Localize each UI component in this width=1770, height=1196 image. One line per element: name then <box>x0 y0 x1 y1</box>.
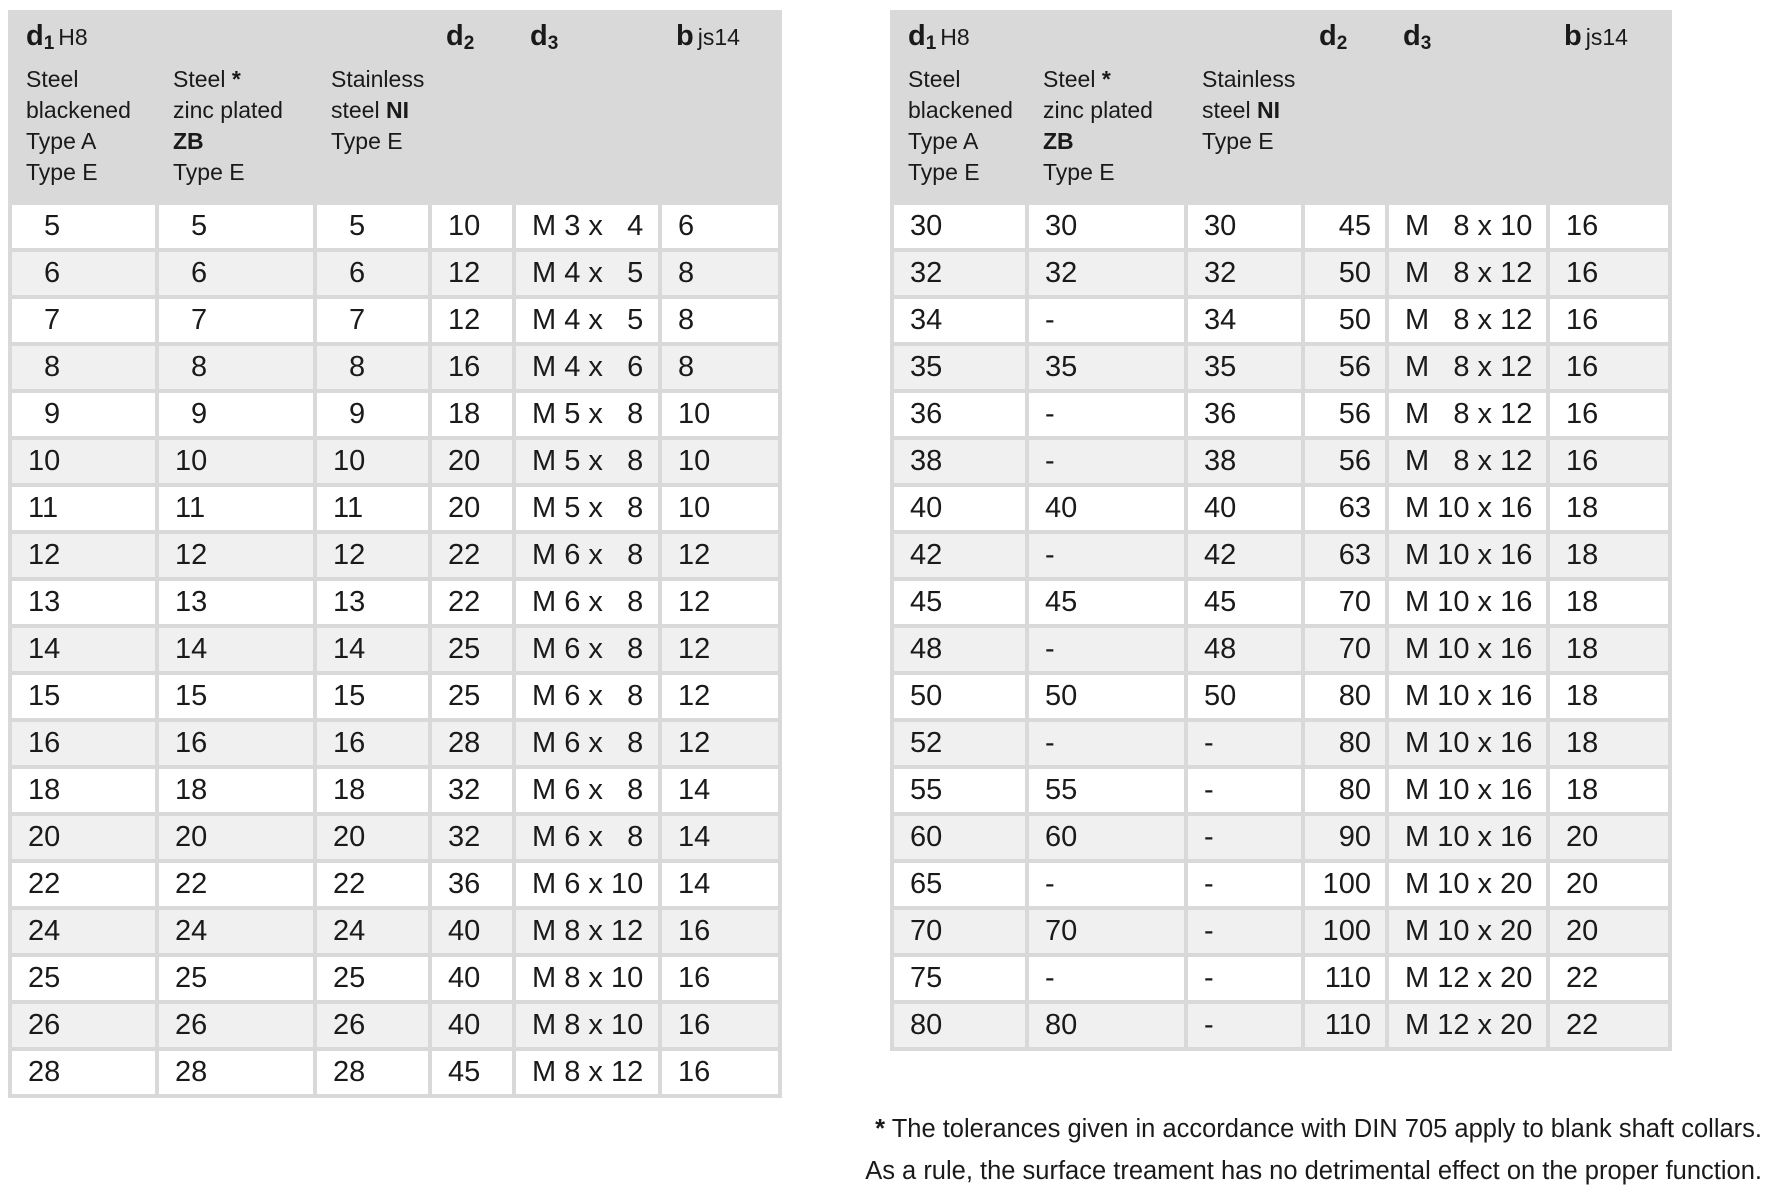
table-row <box>12 628 778 671</box>
cell-d1-steel-zinc-plated: 35 <box>1029 346 1184 389</box>
cell-d2: 40 <box>432 910 512 953</box>
cell-d2: 45 <box>432 1051 512 1094</box>
cell-b: 8 <box>662 299 778 342</box>
cell-d2: 90 <box>1305 816 1385 859</box>
cell-d1-stainless-steel: 18 <box>317 769 428 812</box>
table-row <box>12 205 778 248</box>
cell-d1-steel-zinc-plated: 18 <box>159 769 313 812</box>
table-row <box>12 487 778 530</box>
cell-d1-steel-zinc-plated: - <box>1029 440 1184 483</box>
cell-d1-steel-zinc-plated: 50 <box>1029 675 1184 718</box>
cell-d1-steel-blackened: 34 <box>894 299 1025 342</box>
cell-d2: 56 <box>1305 393 1385 436</box>
table-row <box>12 299 778 342</box>
cell-d1-steel-zinc-plated: - <box>1029 534 1184 577</box>
cell-d1-steel-zinc-plated: 16 <box>159 722 313 765</box>
cell-b: 16 <box>1550 252 1668 295</box>
cell-d1-steel-zinc-plated: 14 <box>159 628 313 671</box>
cell-d1-steel-zinc-plated: 28 <box>159 1051 313 1094</box>
cell-d1-stainless-steel: - <box>1188 863 1301 906</box>
footnotes <box>865 1108 1762 1192</box>
cell-d2: 12 <box>432 299 512 342</box>
cell-b: 16 <box>662 957 778 1000</box>
cell-d1-steel-zinc-plated: 10 <box>159 440 313 483</box>
cell-d3: M 10 x 16 <box>1389 675 1546 718</box>
cell-d2: 40 <box>432 957 512 1000</box>
cell-b: 12 <box>662 722 778 765</box>
cell-d1-stainless-steel: 45 <box>1188 581 1301 624</box>
table-row <box>12 863 778 906</box>
cell-d1-steel-zinc-plated: 13 <box>159 581 313 624</box>
cell-d2: 56 <box>1305 346 1385 389</box>
cell-b: 18 <box>1550 675 1668 718</box>
cell-d1-steel-zinc-plated: - <box>1029 722 1184 765</box>
cell-d1-steel-zinc-plated: 8 <box>159 346 313 389</box>
cell-d3: M 8 x 12 <box>516 910 658 953</box>
cell-d2: 56 <box>1305 440 1385 483</box>
header-d2: $d_2$ <box>432 14 512 201</box>
footnote-surface-treatment: As a rule, the surface treament has no detrimental effect on the proper function. <box>865 1157 1762 1185</box>
cell-b: 10 <box>662 487 778 530</box>
cell-d1-steel-blackened: 28 <box>12 1051 155 1094</box>
cell-d3: M 6 x 8 <box>516 816 658 859</box>
cell-d2: 25 <box>432 675 512 718</box>
cell-b: 16 <box>662 1004 778 1047</box>
cell-b: 10 <box>662 440 778 483</box>
cell-d1-steel-zinc-plated: 7 <box>159 299 313 342</box>
cell-d1-steel-blackened: 42 <box>894 534 1025 577</box>
cell-b: 16 <box>1550 393 1668 436</box>
cell-d1-steel-blackened: 35 <box>894 346 1025 389</box>
table-row <box>12 722 778 765</box>
cell-d3: M 10 x 20 <box>1389 910 1546 953</box>
cell-d1-steel-zinc-plated: 24 <box>159 910 313 953</box>
table-row <box>12 581 778 624</box>
cell-d1-steel-zinc-plated: 45 <box>1029 581 1184 624</box>
cell-d3: M 6 x 8 <box>516 675 658 718</box>
table-row <box>894 863 1668 906</box>
cell-b: 18 <box>1550 628 1668 671</box>
cell-b: 14 <box>662 863 778 906</box>
cell-d3: M 8 x 10 <box>516 957 658 1000</box>
cell-d1-steel-zinc-plated: 9 <box>159 393 313 436</box>
cell-d3: M 5 x 8 <box>516 440 658 483</box>
cell-d1-stainless-steel: 11 <box>317 487 428 530</box>
cell-d1-steel-blackened: 18 <box>12 769 155 812</box>
cell-d2: 80 <box>1305 675 1385 718</box>
cell-d2: 70 <box>1305 628 1385 671</box>
cell-d1-steel-zinc-plated: 22 <box>159 863 313 906</box>
cell-d1-stainless-steel: 35 <box>1188 346 1301 389</box>
cell-d1-steel-zinc-plated: 5 <box>159 205 313 248</box>
cell-d2: 110 <box>1305 1004 1385 1047</box>
cell-d3: M 10 x 16 <box>1389 769 1546 812</box>
cell-d1-stainless-steel: - <box>1188 910 1301 953</box>
cell-d1-steel-zinc-plated: 70 <box>1029 910 1184 953</box>
cell-b: 14 <box>662 816 778 859</box>
cell-d3: M 6 x 8 <box>516 722 658 765</box>
cell-b: 12 <box>662 534 778 577</box>
footnote-tolerances: * The tolerances given in accordance with DIN 705 apply to blank shaft collars. <box>875 1115 1762 1143</box>
cell-d1-stainless-steel: 12 <box>317 534 428 577</box>
table-row <box>894 675 1668 718</box>
cell-d3: M 10 x 16 <box>1389 487 1546 530</box>
table-row <box>894 252 1668 295</box>
cell-d1-stainless-steel: 30 <box>1188 205 1301 248</box>
header-b: b js14 <box>662 14 778 201</box>
cell-d2: 20 <box>432 440 512 483</box>
cell-d1-steel-blackened: 8 <box>12 346 155 389</box>
cell-d3: M 10 x 16 <box>1389 581 1546 624</box>
dimensions-table-right <box>890 10 1672 1051</box>
cell-d3: M 6 x 8 <box>516 534 658 577</box>
cell-d1-steel-zinc-plated: 60 <box>1029 816 1184 859</box>
table-row <box>894 722 1668 765</box>
cell-d1-stainless-steel: 36 <box>1188 393 1301 436</box>
table-row <box>894 769 1668 812</box>
cell-d1-steel-blackened: 10 <box>12 440 155 483</box>
cell-d1-steel-blackened: 20 <box>12 816 155 859</box>
cell-b: 12 <box>662 675 778 718</box>
cell-d1-steel-zinc-plated: - <box>1029 957 1184 1000</box>
cell-d1-stainless-steel: 34 <box>1188 299 1301 342</box>
cell-d3: M 8 x 12 <box>1389 299 1546 342</box>
cell-d1-steel-blackened: 13 <box>12 581 155 624</box>
cell-d3: M 8 x 12 <box>1389 440 1546 483</box>
table-row <box>894 205 1668 248</box>
header-d1: $d_1$ H8 <box>12 14 428 58</box>
header-d2: $d_2$ <box>1305 14 1385 201</box>
table-row <box>12 346 778 389</box>
cell-d1-steel-blackened: 65 <box>894 863 1025 906</box>
cell-d3: M 10 x 16 <box>1389 816 1546 859</box>
cell-d2: 50 <box>1305 252 1385 295</box>
cell-d1-steel-zinc-plated: 15 <box>159 675 313 718</box>
cell-d3: M 8 x 12 <box>1389 346 1546 389</box>
cell-b: 22 <box>1550 1004 1668 1047</box>
header-steel-blackened: Steel blackened Type A Type E <box>12 62 155 201</box>
cell-d1-steel-blackened: 60 <box>894 816 1025 859</box>
cell-d1-stainless-steel: 42 <box>1188 534 1301 577</box>
cell-d1-stainless-steel: 24 <box>317 910 428 953</box>
cell-b: 14 <box>662 769 778 812</box>
cell-d3: M 3 x 4 <box>516 205 658 248</box>
cell-b: 16 <box>1550 440 1668 483</box>
cell-b: 16 <box>1550 205 1668 248</box>
cell-d1-steel-zinc-plated: 40 <box>1029 487 1184 530</box>
cell-d2: 63 <box>1305 487 1385 530</box>
cell-d2: 36 <box>432 863 512 906</box>
cell-d1-stainless-steel: 16 <box>317 722 428 765</box>
cell-d1-steel-zinc-plated: 25 <box>159 957 313 1000</box>
table-row <box>12 957 778 1000</box>
cell-d2: 12 <box>432 252 512 295</box>
table-row <box>12 816 778 859</box>
cell-d3: M 12 x 20 <box>1389 1004 1546 1047</box>
cell-d1-steel-zinc-plated: - <box>1029 299 1184 342</box>
cell-d2: 22 <box>432 581 512 624</box>
cell-d1-stainless-steel: 14 <box>317 628 428 671</box>
cell-d1-steel-zinc-plated: - <box>1029 393 1184 436</box>
cell-d3: M 10 x 20 <box>1389 863 1546 906</box>
cell-d1-stainless-steel: 9 <box>317 393 428 436</box>
table-row <box>894 1004 1668 1047</box>
cell-d1-steel-blackened: 22 <box>12 863 155 906</box>
cell-d1-stainless-steel: 38 <box>1188 440 1301 483</box>
cell-d1-stainless-steel: 28 <box>317 1051 428 1094</box>
cell-d1-steel-blackened: 11 <box>12 487 155 530</box>
cell-d3: M 10 x 16 <box>1389 628 1546 671</box>
cell-d2: 50 <box>1305 299 1385 342</box>
cell-d1-steel-blackened: 15 <box>12 675 155 718</box>
cell-b: 20 <box>1550 863 1668 906</box>
table-row <box>12 910 778 953</box>
cell-d2: 16 <box>432 346 512 389</box>
table-row <box>894 346 1668 389</box>
cell-d2: 80 <box>1305 769 1385 812</box>
cell-d2: 28 <box>432 722 512 765</box>
table-row <box>12 440 778 483</box>
cell-d1-steel-blackened: 25 <box>12 957 155 1000</box>
cell-d1-steel-blackened: 70 <box>894 910 1025 953</box>
header-d3: $d_3$ <box>1389 14 1546 201</box>
cell-d1-steel-zinc-plated: 11 <box>159 487 313 530</box>
cell-d1-steel-blackened: 50 <box>894 675 1025 718</box>
cell-d1-steel-blackened: 36 <box>894 393 1025 436</box>
cell-d2: 32 <box>432 816 512 859</box>
cell-d1-steel-zinc-plated: 55 <box>1029 769 1184 812</box>
cell-b: 18 <box>1550 534 1668 577</box>
cell-d3: M 12 x 20 <box>1389 957 1546 1000</box>
header-d1: $d_1$ H8 <box>894 14 1301 58</box>
cell-b: 8 <box>662 252 778 295</box>
cell-d3: M 10 x 16 <box>1389 534 1546 577</box>
cell-b: 10 <box>662 393 778 436</box>
cell-d2: 100 <box>1305 910 1385 953</box>
table-row <box>894 816 1668 859</box>
table-row <box>894 534 1668 577</box>
cell-b: 16 <box>662 1051 778 1094</box>
cell-d1-stainless-steel: 26 <box>317 1004 428 1047</box>
cell-d3: M 5 x 8 <box>516 393 658 436</box>
cell-d2: 25 <box>432 628 512 671</box>
cell-b: 18 <box>1550 581 1668 624</box>
cell-d1-steel-blackened: 30 <box>894 205 1025 248</box>
cell-d1-steel-blackened: 80 <box>894 1004 1025 1047</box>
cell-d1-stainless-steel: 48 <box>1188 628 1301 671</box>
cell-b: 20 <box>1550 910 1668 953</box>
cell-d2: 32 <box>432 769 512 812</box>
cell-b: 12 <box>662 628 778 671</box>
cell-d1-steel-blackened: 16 <box>12 722 155 765</box>
cell-d1-steel-zinc-plated: 80 <box>1029 1004 1184 1047</box>
cell-d1-steel-zinc-plated: 32 <box>1029 252 1184 295</box>
cell-d1-steel-blackened: 38 <box>894 440 1025 483</box>
cell-d3: M 6 x 10 <box>516 863 658 906</box>
cell-d1-stainless-steel: - <box>1188 722 1301 765</box>
table-row <box>12 675 778 718</box>
cell-d1-stainless-steel: - <box>1188 816 1301 859</box>
cell-d1-steel-zinc-plated: 20 <box>159 816 313 859</box>
cell-d3: M 4 x 5 <box>516 252 658 295</box>
cell-d1-stainless-steel: 7 <box>317 299 428 342</box>
cell-d1-stainless-steel: 20 <box>317 816 428 859</box>
table-row <box>894 487 1668 530</box>
cell-d1-steel-blackened: 45 <box>894 581 1025 624</box>
cell-b: 16 <box>1550 299 1668 342</box>
cell-d1-stainless-steel: 8 <box>317 346 428 389</box>
cell-d2: 63 <box>1305 534 1385 577</box>
cell-b: 12 <box>662 581 778 624</box>
cell-d1-steel-zinc-plated: 26 <box>159 1004 313 1047</box>
cell-b: 18 <box>1550 487 1668 530</box>
cell-b: 6 <box>662 205 778 248</box>
dimensions-table-left <box>8 10 782 1098</box>
cell-d3: M 6 x 8 <box>516 769 658 812</box>
table-row <box>12 1004 778 1047</box>
table-row <box>12 252 778 295</box>
cell-d1-stainless-steel: 40 <box>1188 487 1301 530</box>
cell-d3: M 8 x 10 <box>516 1004 658 1047</box>
cell-d1-steel-blackened: 6 <box>12 252 155 295</box>
cell-d2: 100 <box>1305 863 1385 906</box>
header-d3: $d_3$ <box>516 14 658 201</box>
cell-d1-stainless-steel: 13 <box>317 581 428 624</box>
cell-d1-stainless-steel: 50 <box>1188 675 1301 718</box>
cell-d1-stainless-steel: - <box>1188 769 1301 812</box>
cell-d3: M 4 x 5 <box>516 299 658 342</box>
cell-d1-steel-blackened: 75 <box>894 957 1025 1000</box>
cell-d3: M 10 x 16 <box>1389 722 1546 765</box>
cell-d1-steel-blackened: 7 <box>12 299 155 342</box>
cell-d1-stainless-steel: 32 <box>1188 252 1301 295</box>
cell-d1-stainless-steel: 10 <box>317 440 428 483</box>
header-b: b js14 <box>1550 14 1668 201</box>
header-stainless-steel: Stainless steel NI Type E <box>317 62 428 201</box>
cell-b: 20 <box>1550 816 1668 859</box>
cell-d1-steel-blackened: 9 <box>12 393 155 436</box>
cell-d1-stainless-steel: 22 <box>317 863 428 906</box>
cell-d1-stainless-steel: 15 <box>317 675 428 718</box>
table-row <box>894 299 1668 342</box>
table-row <box>894 957 1668 1000</box>
cell-d1-steel-blackened: 24 <box>12 910 155 953</box>
cell-d3: M 8 x 12 <box>516 1051 658 1094</box>
cell-b: 18 <box>1550 769 1668 812</box>
cell-d1-stainless-steel: 25 <box>317 957 428 1000</box>
table-row <box>894 628 1668 671</box>
header-steel-zinc-plated: Steel * zinc plated ZB Type E <box>159 62 313 201</box>
cell-d1-stainless-steel: - <box>1188 1004 1301 1047</box>
cell-d3: M 8 x 10 <box>1389 205 1546 248</box>
cell-d2: 80 <box>1305 722 1385 765</box>
cell-b: 16 <box>662 910 778 953</box>
cell-b: 22 <box>1550 957 1668 1000</box>
cell-d1-steel-blackened: 5 <box>12 205 155 248</box>
cell-d2: 18 <box>432 393 512 436</box>
cell-d1-stainless-steel: 5 <box>317 205 428 248</box>
cell-d1-steel-blackened: 52 <box>894 722 1025 765</box>
cell-d1-steel-zinc-plated: 6 <box>159 252 313 295</box>
table-row <box>12 769 778 812</box>
table-row <box>12 393 778 436</box>
cell-d1-steel-blackened: 26 <box>12 1004 155 1047</box>
cell-d1-stainless-steel: - <box>1188 957 1301 1000</box>
cell-d2: 20 <box>432 487 512 530</box>
cell-d1-steel-blackened: 32 <box>894 252 1025 295</box>
cell-d2: 45 <box>1305 205 1385 248</box>
table-row <box>12 1051 778 1094</box>
cell-b: 18 <box>1550 722 1668 765</box>
cell-d3: M 8 x 12 <box>1389 252 1546 295</box>
cell-b: 16 <box>1550 346 1668 389</box>
header-steel-blackened: Steel blackened Type A Type E <box>894 62 1025 201</box>
cell-d1-stainless-steel: 6 <box>317 252 428 295</box>
cell-d2: 40 <box>432 1004 512 1047</box>
cell-d2: 10 <box>432 205 512 248</box>
cell-d2: 70 <box>1305 581 1385 624</box>
cell-d3: M 8 x 12 <box>1389 393 1546 436</box>
cell-d1-steel-blackened: 12 <box>12 534 155 577</box>
cell-d1-steel-blackened: 14 <box>12 628 155 671</box>
cell-d1-steel-zinc-plated: - <box>1029 863 1184 906</box>
cell-d3: M 6 x 8 <box>516 628 658 671</box>
cell-b: 8 <box>662 346 778 389</box>
cell-d2: 110 <box>1305 957 1385 1000</box>
header-steel-zinc-plated: Steel * zinc plated ZB Type E <box>1029 62 1184 201</box>
cell-d1-steel-blackened: 55 <box>894 769 1025 812</box>
cell-d1-steel-zinc-plated: - <box>1029 628 1184 671</box>
cell-d1-steel-zinc-plated: 30 <box>1029 205 1184 248</box>
table-row <box>894 910 1668 953</box>
table-row <box>894 440 1668 483</box>
cell-d3: M 6 x 8 <box>516 581 658 624</box>
cell-d2: 22 <box>432 534 512 577</box>
table-row <box>894 393 1668 436</box>
table-row <box>894 581 1668 624</box>
cell-d3: M 4 x 6 <box>516 346 658 389</box>
cell-d1-steel-zinc-plated: 12 <box>159 534 313 577</box>
cell-d1-steel-blackened: 40 <box>894 487 1025 530</box>
header-stainless-steel: Stainless steel NI Type E <box>1188 62 1301 201</box>
table-row <box>12 534 778 577</box>
cell-d3: M 5 x 8 <box>516 487 658 530</box>
cell-d1-steel-blackened: 48 <box>894 628 1025 671</box>
